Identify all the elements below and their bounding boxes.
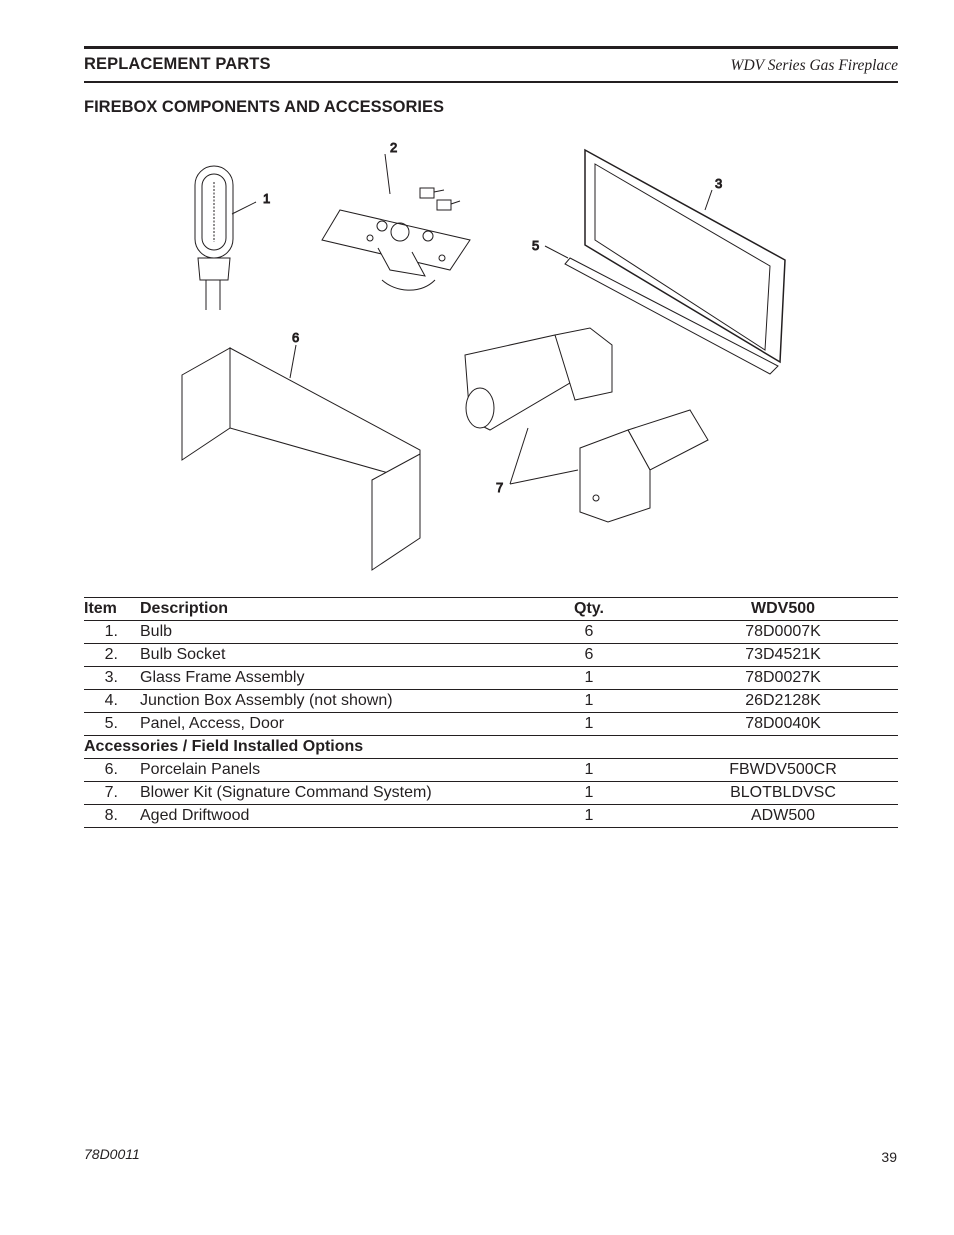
row-qty: 6: [510, 621, 668, 644]
table-row: [84, 805, 898, 828]
table-row: [84, 713, 898, 736]
table-row: [84, 667, 898, 690]
table-row: [84, 759, 898, 782]
page-number: 39: [881, 1149, 897, 1165]
row-item: 4.: [84, 690, 140, 713]
row-part-number: FBWDV500CR: [668, 759, 898, 782]
row-description: Glass Frame Assembly: [140, 667, 510, 690]
row-description: Bulb: [140, 621, 510, 644]
row-item: 7.: [84, 782, 140, 805]
row-item: 3.: [84, 667, 140, 690]
accessories-group-label: Accessories / Field Installed Options: [84, 736, 898, 759]
header-part-number: WDV500: [668, 598, 898, 621]
callout-7: 7: [496, 480, 504, 495]
callout-3: 3: [715, 176, 723, 191]
row-part-number: 73D4521K: [668, 644, 898, 667]
document-title: WDV Series Gas Fireplace: [730, 57, 898, 74]
row-description: Bulb Socket: [140, 644, 510, 667]
row-part-number: 78D0027K: [668, 667, 898, 690]
footer-document-code: 78D0011: [84, 1146, 140, 1162]
callout-6: 6: [292, 330, 300, 345]
parts-table: [84, 597, 898, 828]
row-description: Blower Kit (Signature Command System): [140, 782, 510, 805]
row-part-number: 78D0007K: [668, 621, 898, 644]
row-part-number: ADW500: [668, 805, 898, 828]
table-header-row: [84, 598, 898, 621]
table-row: [84, 621, 898, 644]
callout-1: 1: [263, 191, 271, 206]
accessories-group-row: [84, 736, 898, 759]
subsection-title: FIREBOX COMPONENTS AND ACCESSORIES: [84, 98, 444, 116]
row-part-number: BLOTBLDVSC: [668, 782, 898, 805]
row-description: Aged Driftwood: [140, 805, 510, 828]
row-qty: 1: [510, 713, 668, 736]
row-item: 2.: [84, 644, 140, 667]
callout-2: 2: [390, 140, 398, 155]
row-item: 1.: [84, 621, 140, 644]
row-description: Panel, Access, Door: [140, 713, 510, 736]
row-qty: 1: [510, 690, 668, 713]
row-item: 6.: [84, 759, 140, 782]
bulb-socket-illustration: [322, 154, 470, 290]
section-title: REPLACEMENT PARTS: [84, 55, 271, 73]
callout-5: 5: [532, 238, 540, 253]
table-row: [84, 690, 898, 713]
bulb-illustration: [195, 166, 256, 310]
row-qty: 1: [510, 805, 668, 828]
table-row: [84, 644, 898, 667]
row-item: 5.: [84, 713, 140, 736]
header-qty: Qty.: [510, 598, 668, 621]
header-top-rule: [84, 46, 898, 49]
header-bottom-rule: [84, 81, 898, 83]
row-part-number: 78D0040K: [668, 713, 898, 736]
row-qty: 6: [510, 644, 668, 667]
header-item: Item: [84, 598, 140, 621]
glass-frame-illustration: [585, 150, 785, 362]
row-description: Junction Box Assembly (not shown): [140, 690, 510, 713]
row-qty: 1: [510, 759, 668, 782]
row-item: 8.: [84, 805, 140, 828]
porcelain-panels-illustration: [182, 345, 420, 570]
table-row: [84, 782, 898, 805]
parts-diagram: [150, 130, 810, 580]
header-description: Description: [140, 598, 510, 621]
row-description: Porcelain Panels: [140, 759, 510, 782]
row-qty: 1: [510, 782, 668, 805]
row-qty: 1: [510, 667, 668, 690]
row-part-number: 26D2128K: [668, 690, 898, 713]
